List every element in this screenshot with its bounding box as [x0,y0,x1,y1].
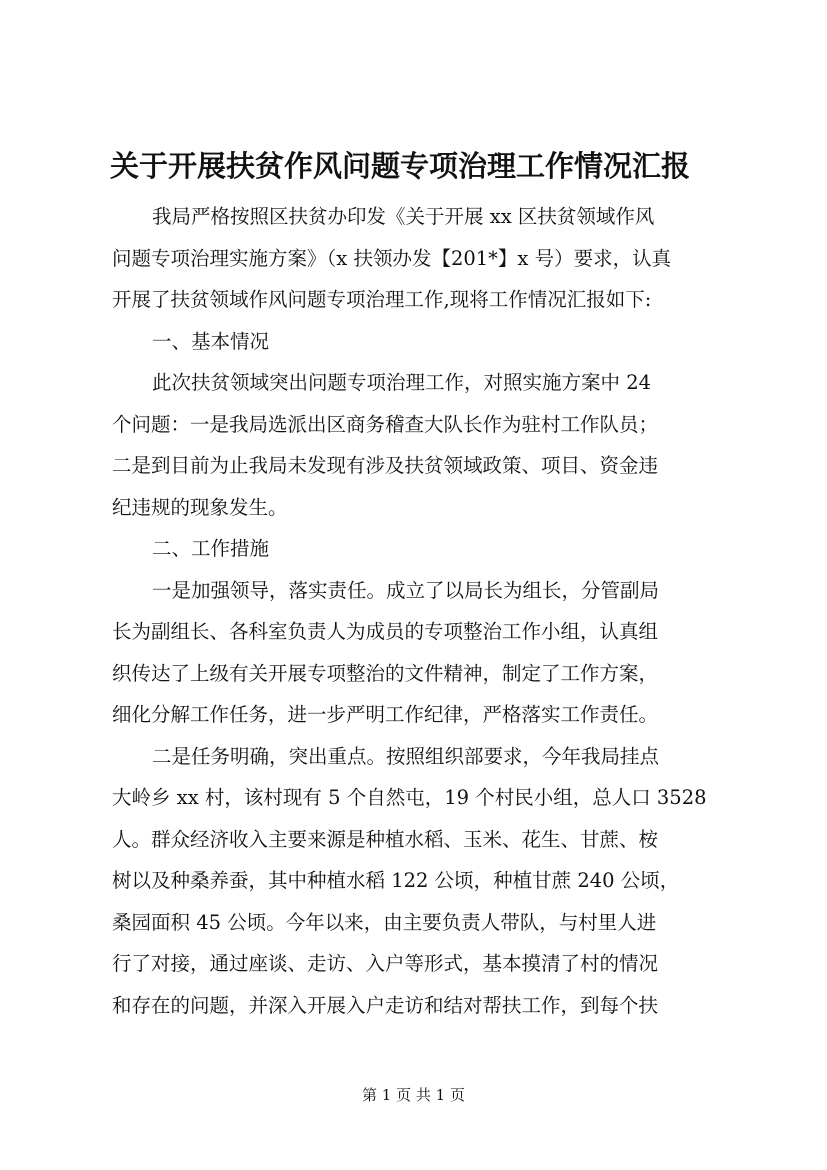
section-heading-measures [112,528,727,570]
document-title: 关于开展扶贫作风问题专项治理工作情况汇报 [110,149,691,183]
text-line: 和存在的问题，并深入开展入户走访和结对帮扶工作，到每个扶 [112,993,659,1017]
text-line: 二是任务明确，突出重点。按照组织部要求，今年我局挂点 [152,744,660,768]
text-line: 问题专项治理实施方案》（x 扶领办发【201*】x 号）要求，认真 [112,246,672,270]
paragraph-measure-2 [112,736,727,1027]
paragraph-measure-1 [112,570,727,736]
text-line: 个问题：一是我局选派出区商务稽查大队长作为驻村工作队员； [112,412,659,436]
text-line: 细化分解工作任务，进一步严明工作纪律，严格落实工作责任。 [112,703,659,726]
document-body [112,196,727,1026]
text-line: 大岭乡 xx 村，该村现有 5 个自然屯，19 个村民小组，总人口 3528 [112,786,707,809]
paragraph-intro [112,196,727,321]
section-heading-basic [112,321,727,363]
text-line: 此次扶贫领域突出问题专项治理工作，对照实施方案中 24 [152,371,652,394]
section-heading: 二、工作措施 [152,537,270,560]
paragraph-basic [112,362,727,528]
text-line: 开展了扶贫领域作风问题专项治理工作,现将工作情况汇报如下: [112,288,652,311]
text-line: 纪违规的现象发生。 [112,495,288,519]
page-footer: 第 1 页 共 1 页 [362,1086,465,1104]
text-line: 人。群众经济收入主要来源是种植水稻、玉米、花生、甘蔗、桉 [112,827,659,851]
text-line: 一是加强领导，落实责任。成立了以局长为组长，分管副局 [152,578,660,602]
section-heading: 一、基本情况 [152,329,270,353]
text-line: 我局严格按照区扶贫办印发《关于开展 xx 区扶贫领域作风 [152,205,655,228]
text-line: 织传达了上级有关开展专项整治的文件精神，制定了工作方案， [112,661,659,685]
text-line: 树以及种桑养蚕，其中种植水稻 122 公顷，种植甘蔗 240 公顷， [112,869,680,892]
text-line: 二是到目前为止我局未发现有涉及扶贫领域政策、项目、资金违 [112,454,659,477]
text-line: 桑园面积 45 公顷。今年以来，由主要负责人带队，与村里人进 [112,910,657,934]
text-line: 长为副组长、各科室负责人为成员的专项整治工作小组，认真组 [112,620,659,643]
text-line: 行了对接，通过座谈、走访、入户等形式，基本摸清了村的情况 [112,952,659,975]
